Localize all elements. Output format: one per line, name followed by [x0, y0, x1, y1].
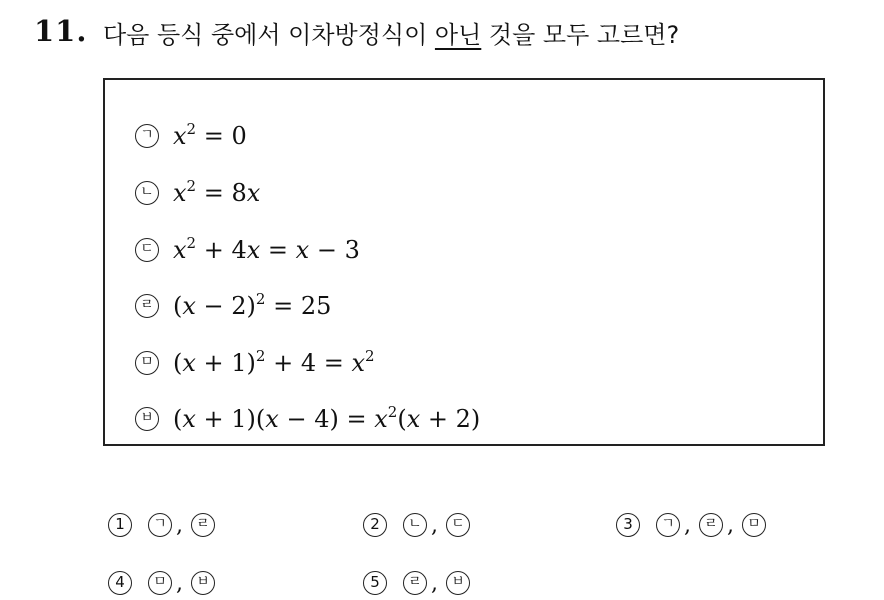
answer-choice-1[interactable]: 1 ㄱ , ㄹ: [108, 508, 219, 542]
question-text-before: 다음 등식 중에서 이차방정식이: [103, 21, 435, 49]
choice-marker: ㄹ: [191, 513, 215, 537]
choice-marker: ㅁ: [148, 571, 172, 595]
condition-item: [135, 173, 260, 213]
choice-number: 2: [363, 513, 387, 537]
condition-marker: ㅂ: [135, 407, 159, 431]
choice-marker: ㄱ: [656, 513, 680, 537]
condition-item: [135, 116, 247, 156]
condition-item: [135, 230, 360, 270]
choice-number: 5: [363, 571, 387, 595]
answer-choice-4[interactable]: 4 ㅁ , ㅂ: [108, 566, 219, 600]
condition-marker: ㄷ: [135, 238, 159, 262]
answer-choice-2[interactable]: 2 ㄴ , ㄷ: [363, 508, 474, 542]
question-text: [103, 15, 679, 50]
choice-number: 4: [108, 571, 132, 595]
condition-item: [135, 343, 375, 383]
condition-item: [135, 286, 331, 326]
question-text-after: 것을 모두 고르면?: [481, 21, 680, 49]
condition-expression: $x^2 = 8x$: [173, 177, 261, 207]
choice-marker: ㅂ: [191, 571, 215, 595]
condition-box: [103, 78, 825, 446]
choice-marker: ㄱ: [148, 513, 172, 537]
choice-marker: ㄷ: [446, 513, 470, 537]
choice-number: 3: [616, 513, 640, 537]
choice-number: 1: [108, 513, 132, 537]
condition-expression: $(x + 1)(x - 4) = x^2(x + 2)$: [173, 403, 481, 433]
answer-choice-3[interactable]: 3 ㄱ , ㄹ , ㅁ: [616, 508, 770, 542]
condition-expression: $x^2 + 4x = x - 3$: [173, 234, 360, 264]
choice-marker: ㄹ: [699, 513, 723, 537]
condition-expression: $(x + 1)^2 + 4 = x^2$: [173, 347, 375, 377]
condition-marker: ㄴ: [135, 181, 159, 205]
choice-marker: ㅂ: [446, 571, 470, 595]
condition-item: [135, 399, 480, 439]
condition-marker: ㄹ: [135, 294, 159, 318]
question-text-underlined: 아닌: [434, 21, 482, 49]
choice-marker: ㄹ: [403, 571, 427, 595]
condition-expression: $(x - 2)^2 = 25$: [173, 290, 332, 320]
condition-marker: ㅁ: [135, 351, 159, 375]
condition-marker: ㄱ: [135, 124, 159, 148]
condition-expression: $x^2 = 0$: [173, 120, 247, 150]
choice-marker: ㄴ: [403, 513, 427, 537]
answer-choice-5[interactable]: 5 ㄹ , ㅂ: [363, 566, 474, 600]
choice-marker: ㅁ: [742, 513, 766, 537]
question-number: 11.: [34, 14, 88, 48]
